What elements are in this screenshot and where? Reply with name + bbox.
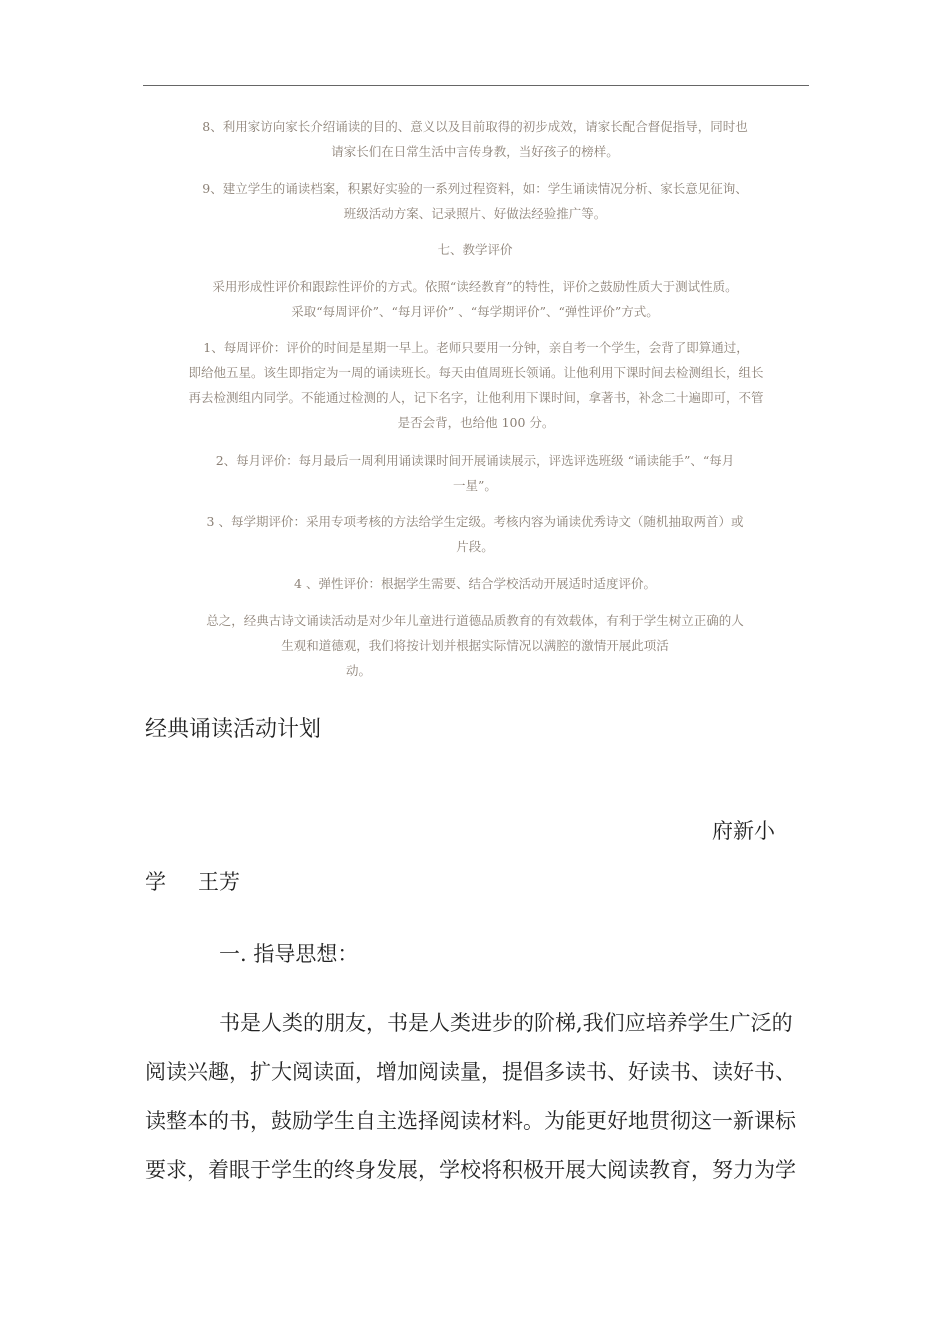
guiding-paragraph bbox=[145, 999, 813, 1195]
guiding-paragraph-line-2: 阅读兴趣，扩大阅读面，增加阅读量，提倡多读书、好读书、读好书、 bbox=[145, 1060, 796, 1084]
section-1-heading: 一. 指导思想： bbox=[219, 942, 359, 966]
monthly-evaluation-line-2: 一星”。 bbox=[453, 478, 497, 493]
conclusion bbox=[150, 608, 800, 683]
semester-evaluation-line-2: 片段。 bbox=[456, 539, 494, 554]
school-name-part-2: 学 bbox=[145, 870, 166, 894]
flexible-evaluation bbox=[150, 571, 800, 596]
semester-evaluation bbox=[150, 509, 800, 559]
evaluation-intro bbox=[150, 274, 800, 324]
weekly-evaluation-line-1: 1、每周评价：评价的时间是星期一早上。老师只要用一分钟，亲自考一个学生，会背了即算通过， bbox=[203, 340, 749, 355]
weekly-evaluation-line-4: 是否会背，也给他 100 分。 bbox=[397, 415, 555, 430]
flexible-evaluation-text: 4 、弹性评价：根据学生需要、结合学校活动开展适时适度评价。 bbox=[294, 576, 656, 591]
monthly-evaluation bbox=[150, 448, 800, 498]
header-rule bbox=[143, 85, 809, 86]
evaluation-intro-line-1: 采用形成性评价和跟踪性评价的方式。依照“读经教育”的特性，评价之鼓励性质大于测试性质。 bbox=[212, 279, 738, 294]
item-9 bbox=[150, 176, 800, 226]
item-8 bbox=[150, 114, 800, 164]
section-7-heading bbox=[150, 237, 800, 262]
item-9-line-2: 班级活动方案、记录照片、好做法经验推广等。 bbox=[343, 206, 607, 221]
semester-evaluation-line-1: 3 、每学期评价：采用专项考核的方法给学生定级。考核内容为诵读优秀诗文（随机抽取两首）或 bbox=[206, 514, 744, 529]
author-name: 王芳 bbox=[198, 870, 240, 894]
section-7-heading-text: 七、教学评价 bbox=[437, 242, 513, 257]
evaluation-intro-line-2: 采取“每周评价”、“每月评价” 、“每学期评价”、“弹性评价”方式。 bbox=[291, 304, 659, 319]
guiding-paragraph-line-1: 书是人类的朋友，书是人类进步的阶梯,我们应培养学生广泛的 bbox=[219, 1011, 793, 1035]
conclusion-line-2: 生观和道德观，我们将按计划并根据实际情况以满腔的激情开展此项活 bbox=[281, 638, 669, 653]
guiding-paragraph-line-4: 要求，着眼于学生的终身发展，学校将积极开展大阅读教育，努力为学 bbox=[145, 1158, 796, 1182]
item-8-line-2: 请家长们在日常生活中言传身教，当好孩子的榜样。 bbox=[331, 144, 619, 159]
weekly-evaluation-line-3: 再去检测组内同学。不能通过检测的人，记下名字，让他利用下课时间，拿著书，补念二十遍即可，不管 bbox=[188, 390, 764, 405]
weekly-evaluation-line-2: 即给他五星。该生即指定为一周的诵读班长。每天由值周班长领诵。让他利用下课时间去检测组长，组长 bbox=[188, 365, 764, 380]
school-name-part-1: 府新小 bbox=[712, 819, 775, 843]
item-8-line-1: 8、利用家访向家长介绍诵读的目的、意义以及目前取得的初步成效，请家长配合督促指导，同时也 bbox=[202, 119, 748, 134]
conclusion-line-3: 动。 bbox=[346, 663, 372, 678]
monthly-evaluation-line-1: 2、每月评价：每月最后一周利用诵读课时间开展诵读展示，评选评选班级 “诵读能手”、“每月 bbox=[215, 453, 735, 468]
conclusion-line-1: 总之，经典古诗文诵读活动是对少年儿童进行道德品质教育的有效载体，有利于学生树立正确的人 bbox=[206, 613, 744, 628]
guiding-paragraph-line-3: 读整本的书，鼓励学生自主选择阅读材料。为能更好地贯彻这一新课标 bbox=[145, 1109, 796, 1133]
item-9-line-1: 9、建立学生的诵读档案，积累好实验的一系列过程资料，如：学生诵读情况分析、家长意见征询、 bbox=[202, 181, 748, 196]
weekly-evaluation bbox=[143, 335, 809, 435]
document-title: 经典诵读活动计划 bbox=[145, 717, 322, 742]
